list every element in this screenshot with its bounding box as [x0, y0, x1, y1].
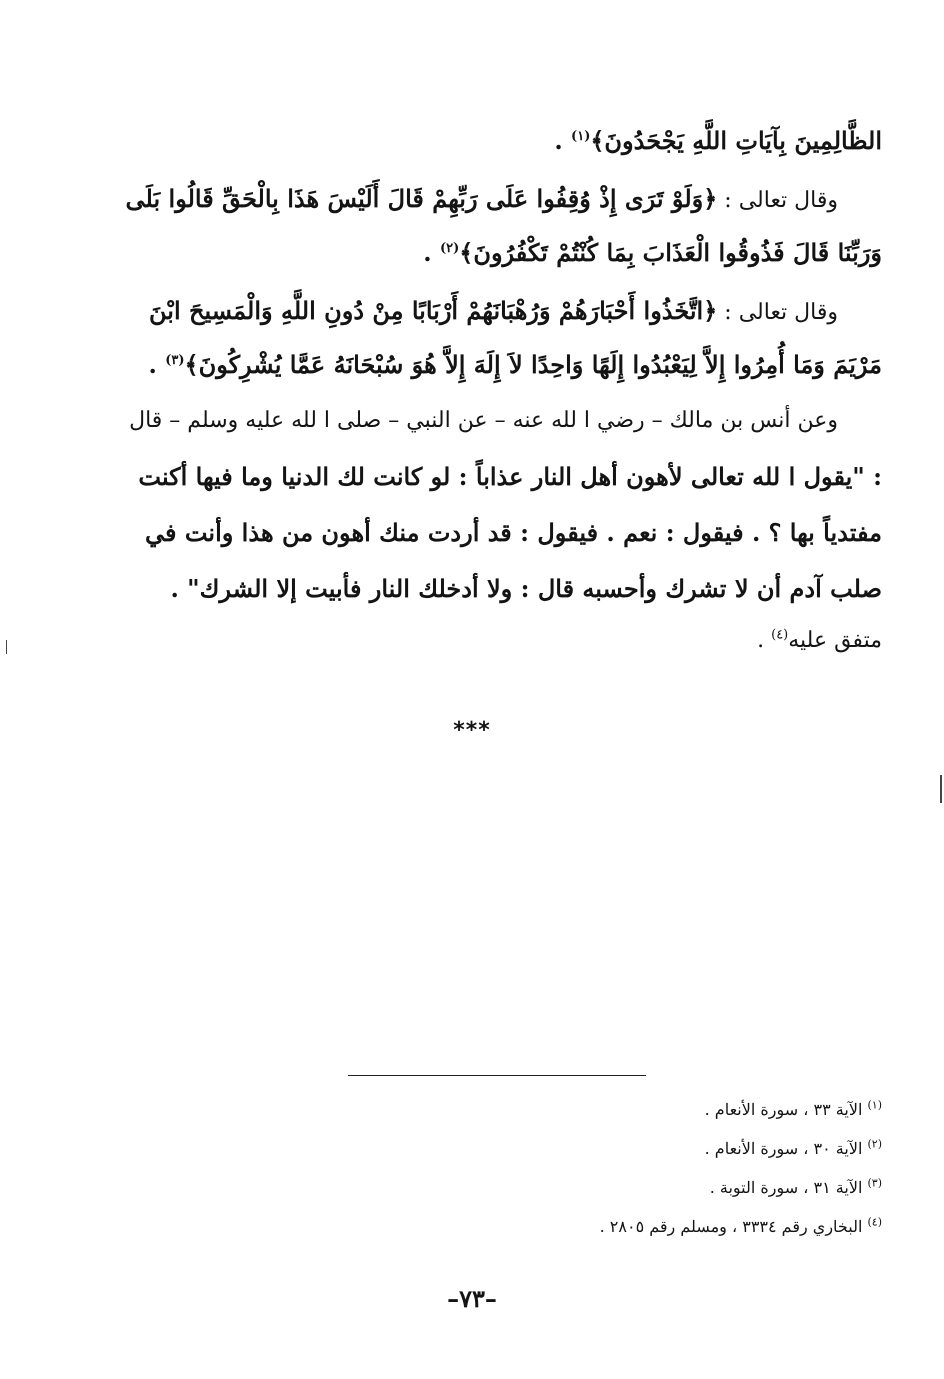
text-line-5 — [60, 336, 882, 394]
verse-text: ﴿وَلَوْ تَرَى إِذْ وُقِفُوا عَلَى رَبِّهِمْ قَالَ أَلَيْسَ هَذَا بِالْحَقِّ قَالُوا بَلَى — [125, 184, 718, 213]
verse-text: وَرَبِّنَا قَالَ فَذُوقُوا الْعَذَابَ بِمَا كُنْتُمْ تَكْفُرُونَ﴾ — [459, 238, 882, 267]
footnote-text: الآية ٣٣ ، سورة الأنعام . — [704, 1100, 863, 1119]
hadith-text: : "يقول ا لله تعالى لأهون أهل النار عذاباً : لو كانت لك الدنيا وما فيها أكنت — [138, 462, 882, 491]
text-line-4 — [60, 282, 882, 342]
footnote-2 — [382, 1129, 882, 1168]
text-line-8 — [60, 504, 882, 562]
footnote-text: البخاري رقم ٣٣٣٤ ، ومسلم رقم ٢٨٠٥ . — [599, 1217, 863, 1236]
text-line-3 — [60, 224, 882, 282]
line-end: . — [554, 126, 572, 155]
verse-fragment: الظَّالِمِينَ بِآيَاتِ اللَّهِ يَجْحَدُونَ﴾ — [590, 126, 882, 155]
footnotes — [382, 1090, 882, 1246]
footnote-rule — [348, 1075, 646, 1076]
footnote-text: الآية ٣١ ، سورة التوبة . — [709, 1178, 863, 1197]
line-end: . — [148, 350, 166, 379]
line-end: . — [757, 628, 772, 653]
text-line-2 — [60, 170, 882, 230]
footnote-number: (٢) — [867, 1137, 882, 1151]
page-number: –٧٣– — [447, 1284, 497, 1313]
footnote-number: (٣) — [867, 1176, 882, 1190]
intro-phrase: وقال تعالى : — [717, 188, 838, 213]
footnote-1 — [382, 1090, 882, 1129]
verse-text: مَرْيَمَ وَمَا أُمِرُوا إِلاَّ لِيَعْبُدُوا إِلَهًا وَاحِدًا لاَ إِلَهَ إِلاَّ هُوَ سُبْحَانَهُ عَمَّا يُشْرِكُونَ﴾ — [184, 350, 882, 379]
hadith-text: صلب آدم أن لا تشرك وأحسبه قال : ولا أدخلك النار فأبيت إلا الشرك" . — [170, 574, 882, 603]
narration-intro: وعن أنس بن مالك – رضي ا لله عنه – عن النبي – صلى ا لله عليه وسلم – قال — [129, 408, 838, 433]
line-end: . — [423, 238, 440, 267]
verse-text: ﴿اتَّخَذُوا أَحْبَارَهُمْ وَرُهْبَانَهُمْ أَرْبَابًا مِنْ دُونِ اللَّهِ وَالْمَسِيحَ ابْنَ — [149, 296, 718, 325]
text-line-9 — [60, 560, 882, 618]
footnote-text: الآية ٣٠ ، سورة الأنعام . — [704, 1139, 863, 1158]
footnote-ref-1: (١) — [571, 129, 591, 144]
text-line-1 — [60, 112, 882, 170]
text-line-10 — [60, 612, 882, 670]
text-line-6 — [60, 392, 882, 450]
footnote-4 — [382, 1207, 882, 1246]
footnote-ref-3: (٣) — [165, 353, 185, 368]
scan-edge-mark — [940, 775, 942, 803]
attribution: متفق عليه — [788, 628, 882, 653]
footnote-ref-4: (٤) — [771, 627, 789, 643]
footnote-number: (٤) — [867, 1215, 882, 1229]
scan-edge-mark — [6, 640, 7, 654]
section-separator: *** — [453, 718, 491, 743]
intro-phrase: وقال تعالى : — [717, 300, 838, 325]
footnote-number: (١) — [867, 1098, 882, 1112]
footnote-ref-2: (٢) — [439, 241, 460, 256]
footnote-3 — [382, 1168, 882, 1207]
hadith-text: مفتدياً بها ؟ . فيقول : نعم . فيقول : قد أردت منك أهون من هذا وأنت في — [144, 518, 882, 547]
text-line-7 — [60, 448, 882, 506]
